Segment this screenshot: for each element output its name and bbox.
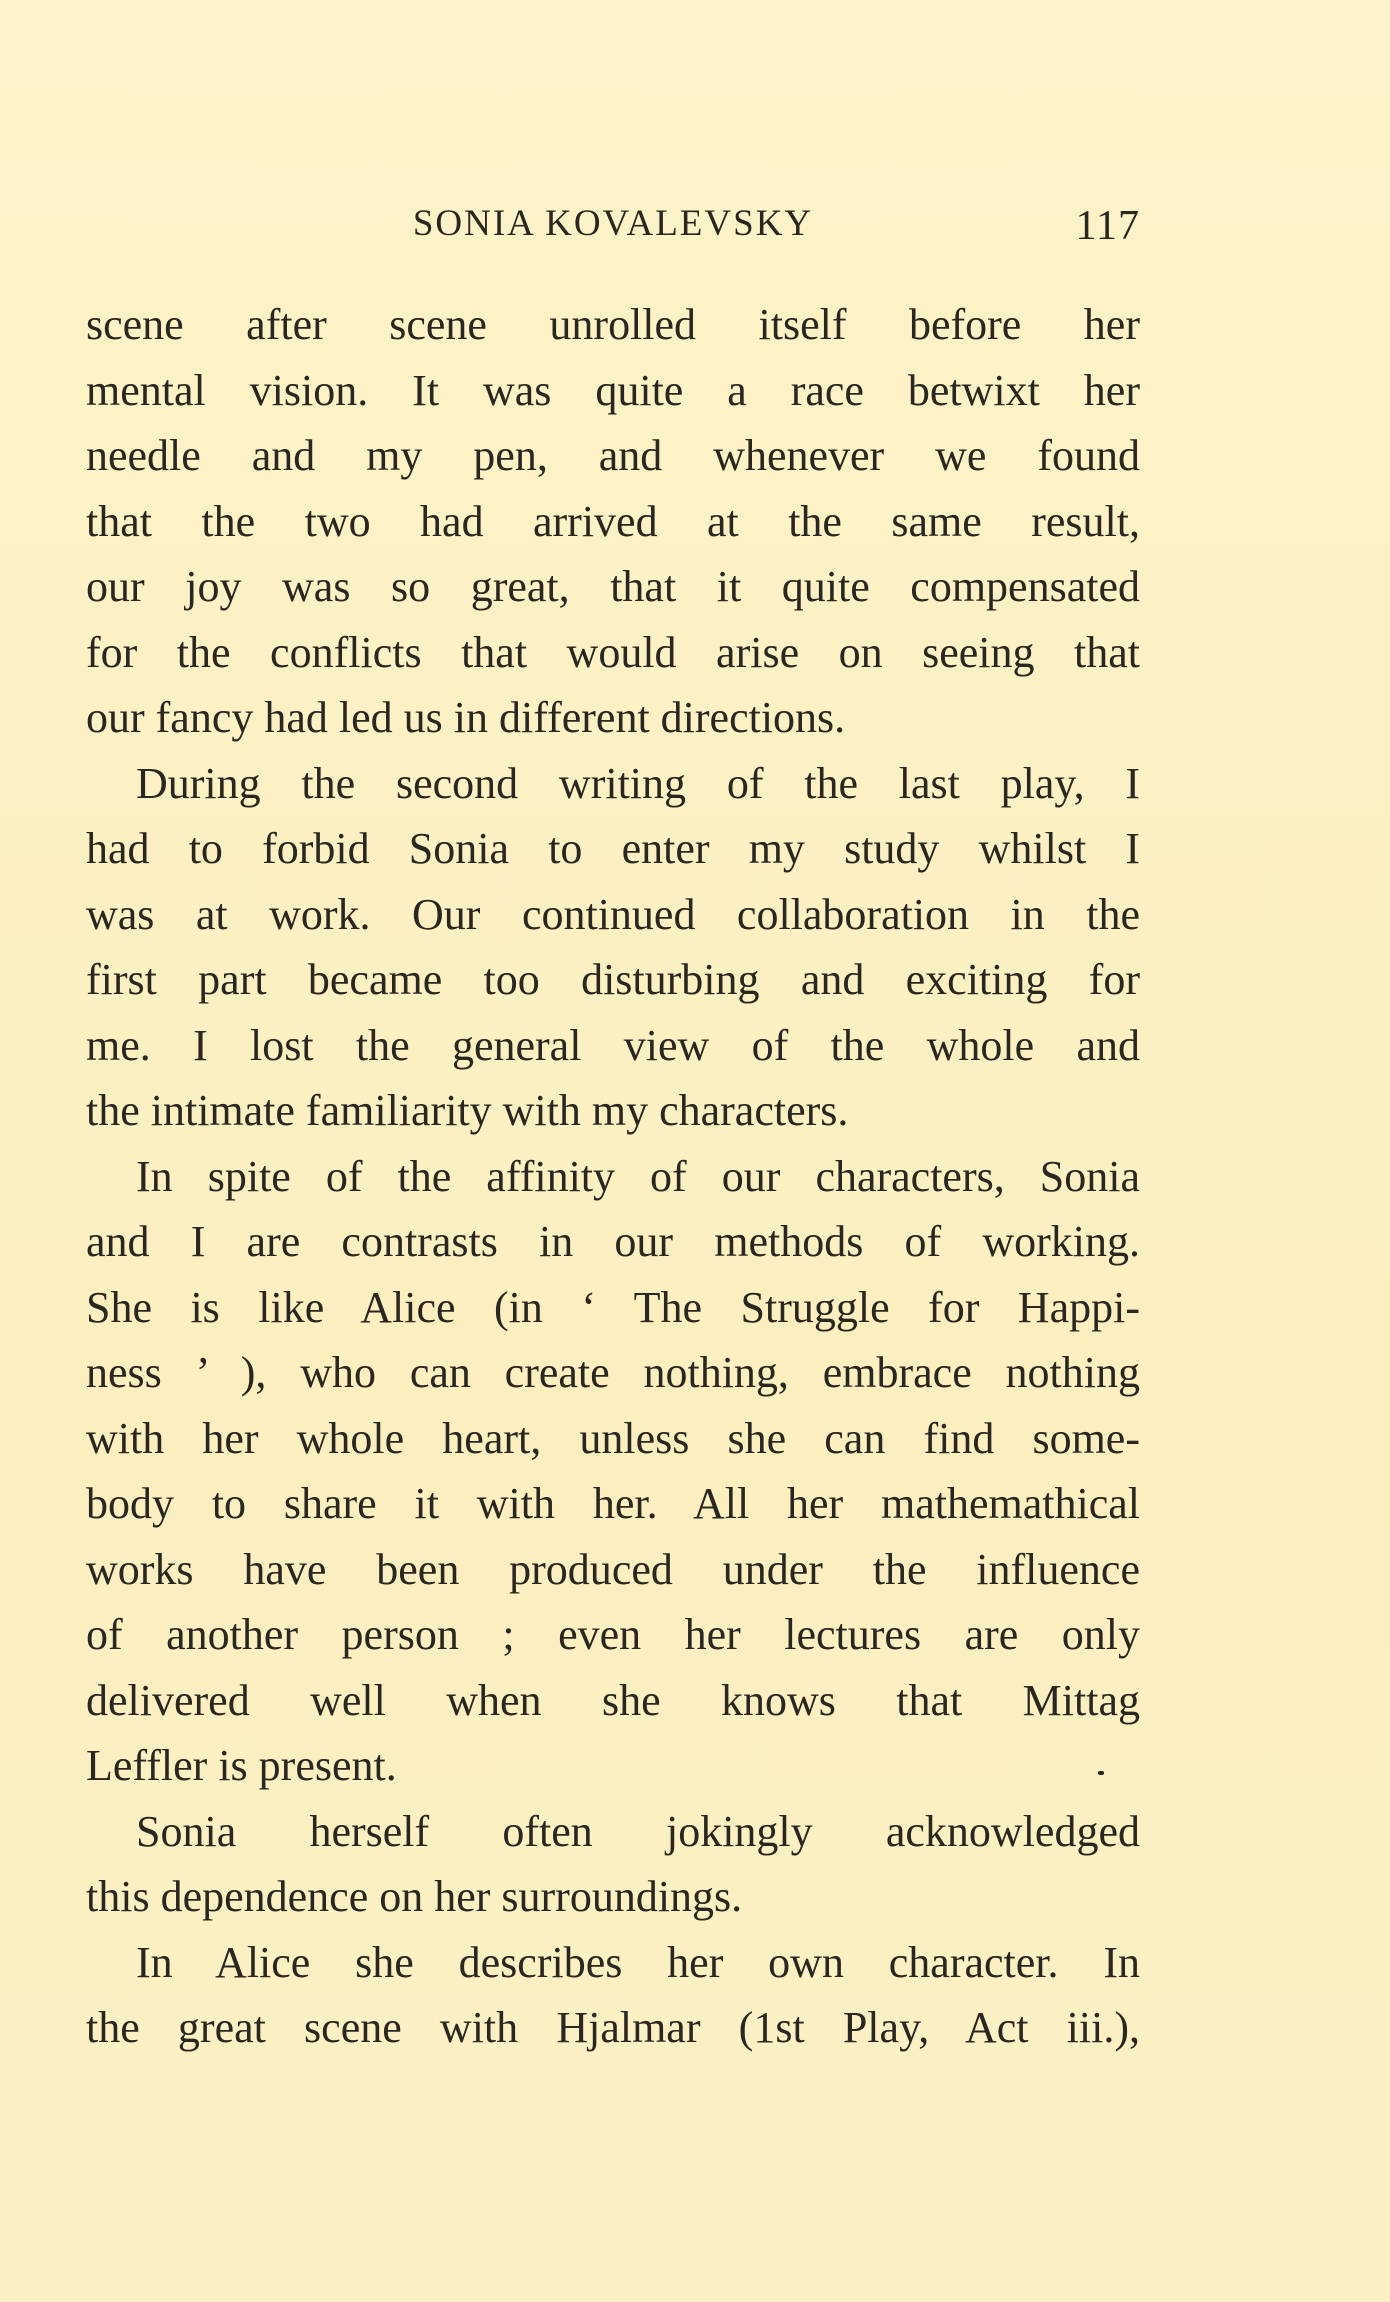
text-line: In spite of the affinity of our characters, Sonia — [136, 1151, 1140, 1201]
text-line: me. I lost the general view of the whole and — [86, 1020, 1140, 1070]
text-line: scene after scene unrolled itself before her — [86, 300, 1140, 349]
text-line: with her whole heart, unless she can find some- — [86, 1413, 1140, 1463]
text-line: had to forbid Sonia to enter my study whilst I — [86, 824, 1140, 873]
page-header — [86, 202, 1140, 262]
text-line: this dependence on her surroundings. — [86, 1872, 743, 1921]
text-line: In Alice she describes her own character. In — [136, 1937, 1140, 1987]
text-line: Leffler is present. — [86, 1741, 397, 1790]
text-line: for the conflicts that would arise on seeing that — [86, 627, 1140, 677]
text-line: body to share it with her. All her mathemathical — [86, 1479, 1140, 1528]
text-line: mental vision. It was quite a race betwixt her — [86, 365, 1140, 415]
text-line: ness ’ ), who can create nothing, embrace nothing — [86, 1348, 1140, 1397]
text-line: our joy was so great, that it quite compensated — [86, 562, 1140, 611]
text-line: the great scene with Hjalmar (1st Play, Act iii.), — [86, 2003, 1140, 2052]
body-text — [86, 292, 1140, 2061]
text-line: Sonia herself often jokingly acknowledged — [136, 1806, 1140, 1856]
text-line: our fancy had led us in different directions. — [86, 693, 846, 742]
text-line: She is like Alice (in ‘ The Struggle for Happi- — [86, 1282, 1140, 1332]
text-line: delivered well when she knows that Mittag — [86, 1675, 1140, 1725]
ink-speck — [1098, 1771, 1104, 1775]
text-line: that the two had arrived at the same result, — [86, 496, 1140, 546]
text-line: first part became too disturbing and exciting for — [86, 955, 1140, 1004]
running-title: SONIA KOVALEVSKY — [412, 203, 814, 244]
page-number: 117 — [1075, 203, 1140, 249]
text-line: of another person ; even her lectures are only — [86, 1610, 1140, 1659]
text-line: works have been produced under the influence — [86, 1544, 1140, 1594]
text-line: needle and my pen, and whenever we found — [86, 431, 1140, 480]
text-line: was at work. Our continued collaboration in the — [86, 889, 1140, 939]
text-line: During the second writing of the last play, I — [136, 758, 1140, 808]
text-line: the intimate familiarity with my characters. — [86, 1086, 849, 1135]
text-line: and I are contrasts in our methods of working. — [86, 1217, 1140, 1266]
